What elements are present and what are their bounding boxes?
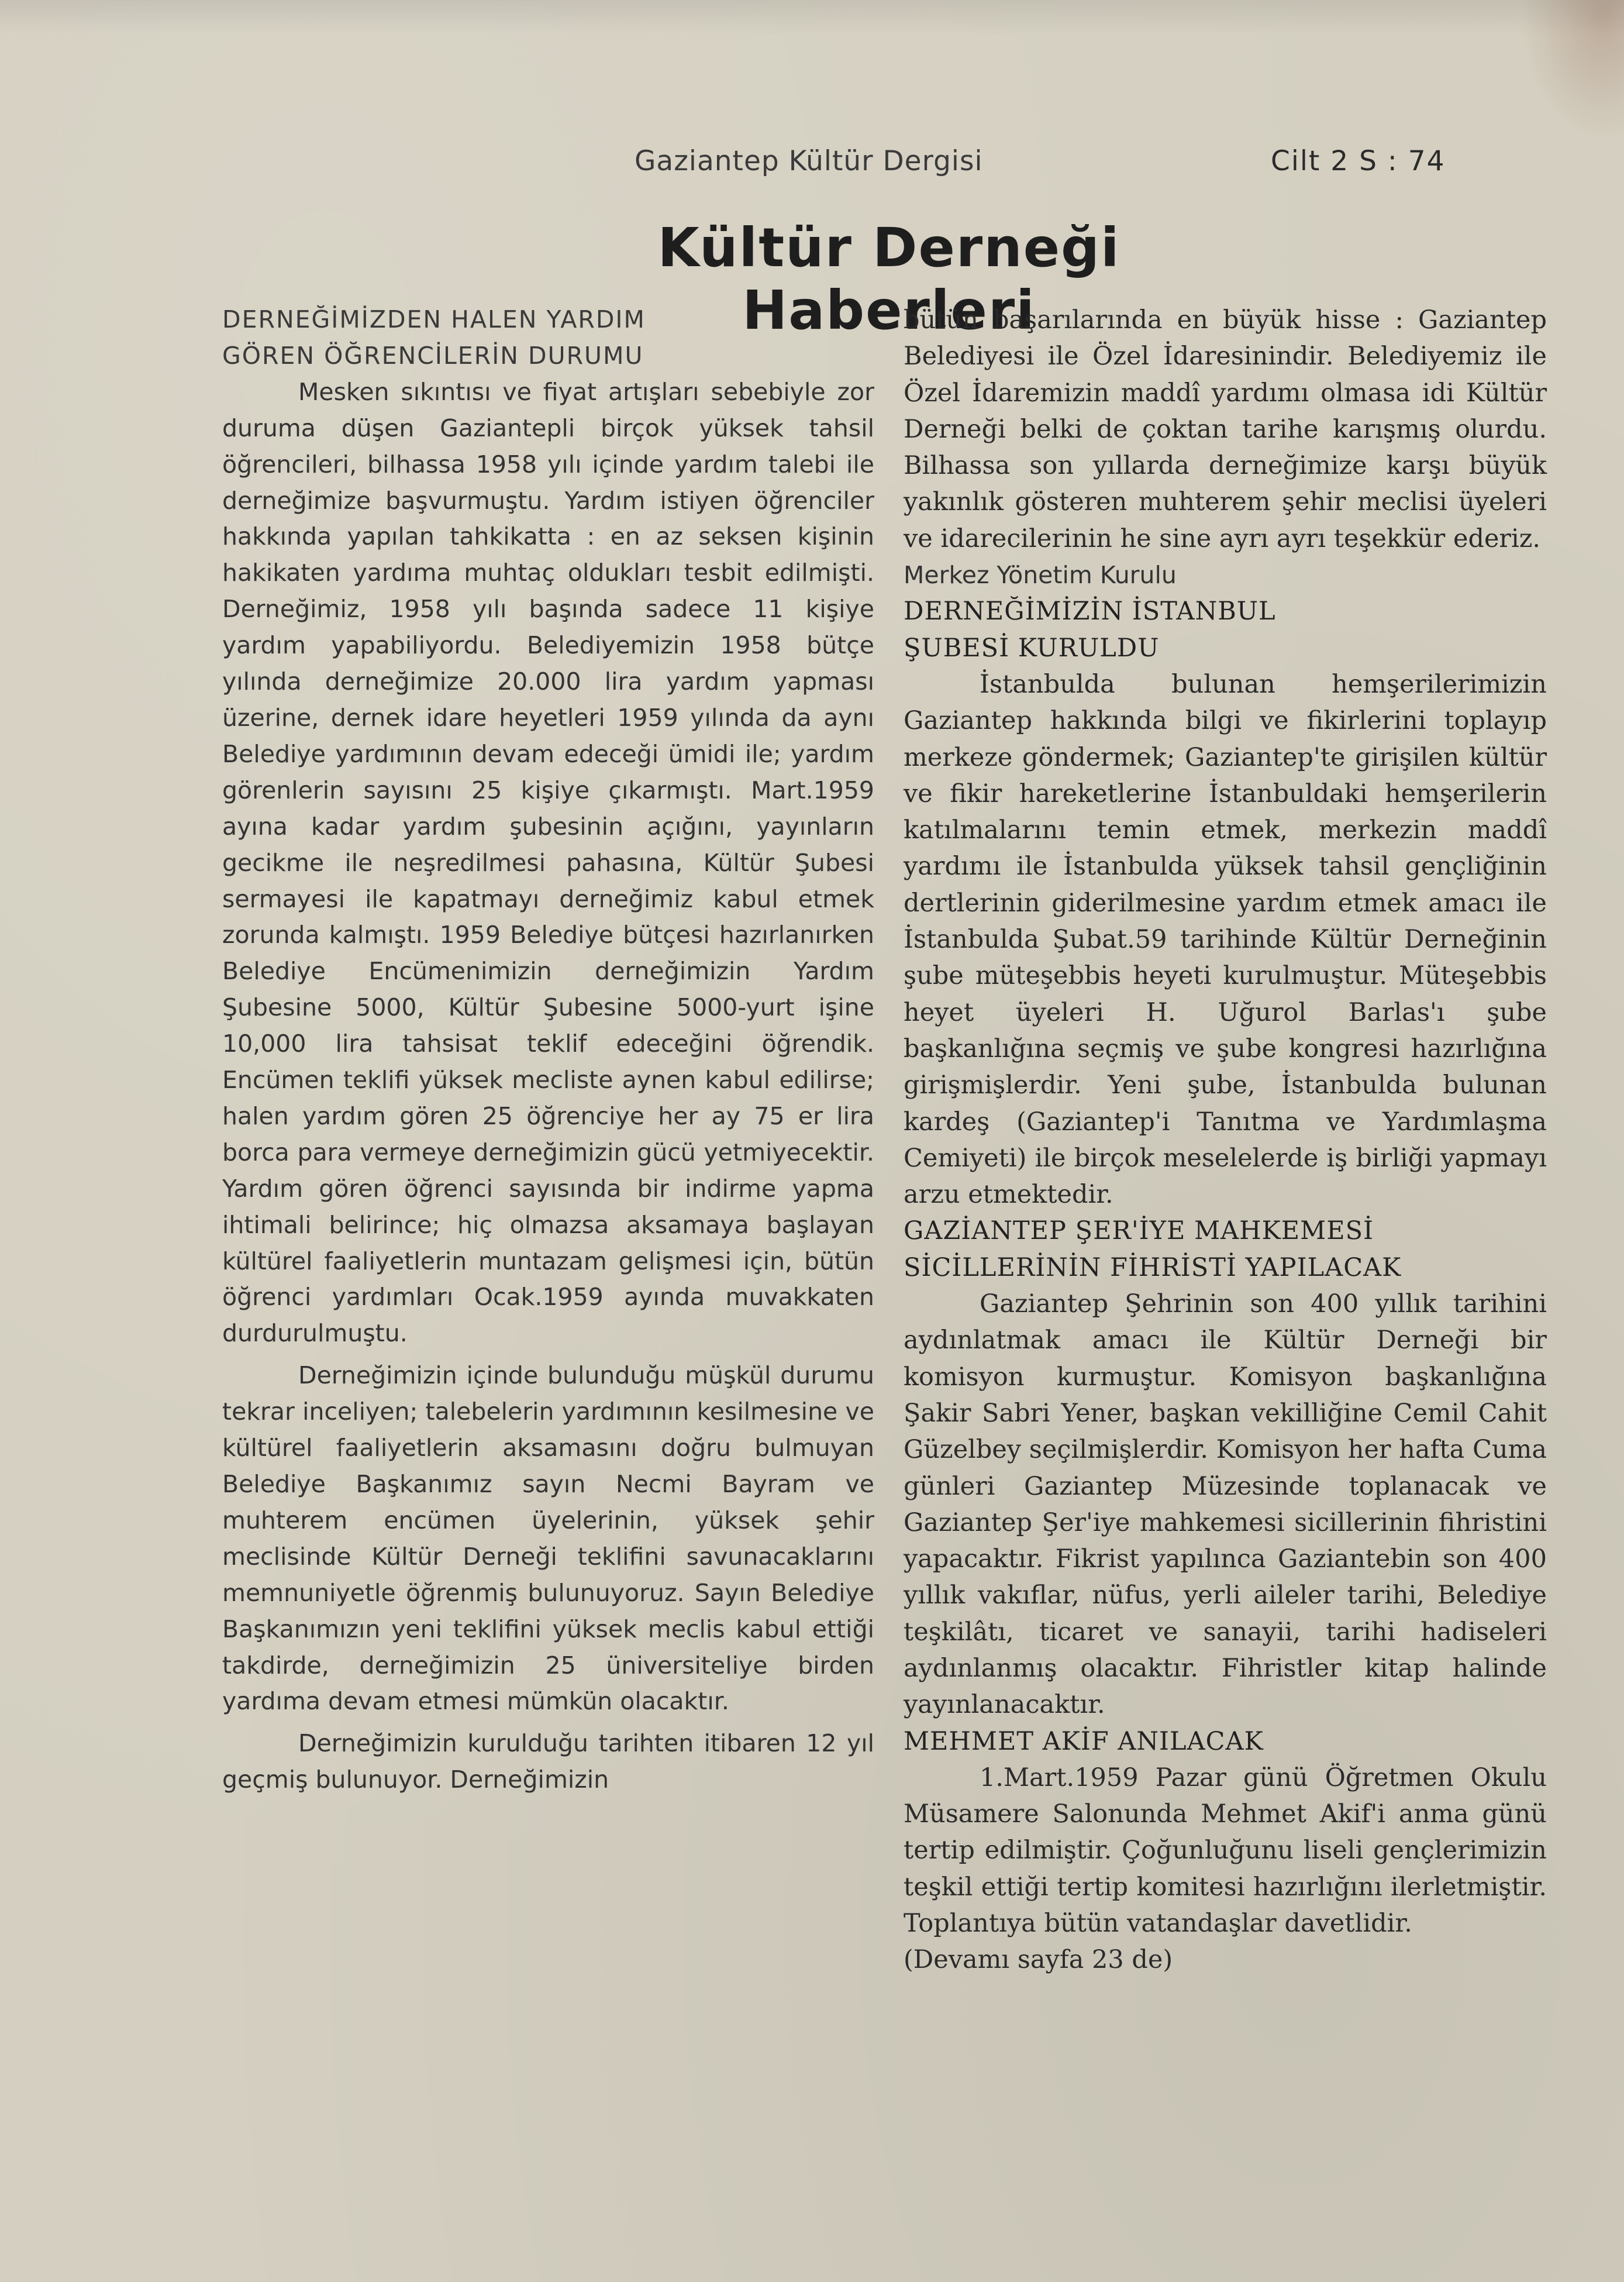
- left-column: [222, 302, 874, 1798]
- article-paragraph: 1.Mart.1959 Pazar günü Öğretmen Okulu Müsamere Salonunda Mehmet Akif'i anma günü tertip edilmiştir. Çoğunluğunu liseli gençlerimizin teşkil ettiği tertip komitesi hazırlığını ilerletmiştir. Toplantıya bütün vatandaşlar davetlidir.: [904, 1763, 1547, 1939]
- article-paragraph: bütün başarılarında en büyük hisse : Gaziantep Belediyesi ile Özel İdaresinindir. Belediyemiz ile Özel İdaremizin maddî yardımı olmasa idi Kültür Derneği belki de çoktan tarihe karışmış olurdu. Bilhassa son yıllarda derneğimize karşı büyük yakınlık gösteren muhterem şehir meclisi üyeleri ve idarecilerinin he sine ayrı ayrı teşekkür ederiz.: [904, 305, 1547, 553]
- right-column: [904, 302, 1547, 1978]
- article-paragraph: Derneğimizin içinde bulunduğu müşkül durumu tekrar inceliyen; talebelerin yardımının kesilmesine ve kültürel faaliyetlerin aksamasını doğru bulmuyan Belediye Başkanımız sayın Necmi Bayram ve muhterem encümen üyelerinin, yüksek şehir meclisinde Kültür Derneği teklifini savunacaklarını memnuniyetle öğrenmiş bulunuyoruz. Sayın Belediye Başkanımızın yeni teklifini yüksek meclis kabul ettiği takdirde, derneğimizin 25 üniversiteliye birden yardıma devam etmesi mümkün olacaktır.: [222, 1361, 874, 1716]
- page-title: Kültür Derneği Haberleri: [657, 216, 1120, 342]
- section-heading-3-line1: GAZİANTEP ŞER'İYE MAHKEMESİ: [904, 1216, 1374, 1246]
- section-heading-3-line2: SİCİLLERİNİN FİHRİSTİ YAPILACAK: [904, 1252, 1402, 1282]
- section-heading-1-line2: GÖREN ÖĞRENCİLERİN DURUMU: [222, 341, 644, 370]
- article-paragraph: Mesken sıkıntısı ve fiyat artışları sebebiyle zor duruma düşen Gaziantepli birçok yüksek tahsil öğrencileri, bilhassa 1958 yılı içinde yardım talebi ile derneğimize başvurmuştu. Yardım istiyen öğrenciler hakkında yapılan tahkikatta : en az seksen kişinin hakikaten yardıma muhtaç oldukları tesbit edilmişti. Derneğimiz, 1958 yılı başında sadece 11 kişiye yardım yapabiliyordu. Belediyemizin 1958 bütçe yılında derneğimize 20.000 lira yardım yapması üzerine, dernek idare heyetleri 1959 yılında da aynı Belediye yardımının devam edeceği ümidi ile; yardım görenlerin sayısını 25 kişiye çıkarmıştı. Mart.1959 ayına kadar yardım şubesinin açığını, yayınların gecikme ile neşredilmesi pahasına, Kültür Şubesi sermayesi ile kapatmayı derneğimiz kabul etmek zorunda kalmıştı. 1959 Belediye bütçesi hazırlanırken Belediye Encümenimizin derneğimizin Yardım Şubesine 5000, Kültür Şubesine 5000-yurt işine 10,000 lira tahsisat teklif edeceğini öğrendik. Encümen teklifi yüksek mecliste aynen kabul edilirse; halen yardım gören 25 öğrenciye her ay 75 er lira borca para vermeye derneğimizin gücü yetmiyecektir. Yardım gören öğrenci sayısında bir indirme yapma ihtimali belirince; hiç olmazsa aksamaya başlayan kültürel faaliyetlerin muntazam gelişmesi için, bütün öğrenci yardımları Ocak.1959 ayında muvakkaten durdurulmuştu.: [222, 377, 874, 1348]
- article-paragraph: Gaziantep Şehrinin son 400 yıllık tarihini aydınlatmak amacı ile Kültür Derneği bir komisyon kurmuştur. Komisyon başkanlığına Şakir Sabri Yener, başkan vekilliğine Cemil Cahit Güzelbey seçilmişlerdir. Komisyon her hafta Cuma günleri Gaziantep Müzesinde toplanacak ve Gaziantep Şer'iye mahkemesi sicillerinin fihristini yapacaktır. Fikrist yapılınca Gaziantebin son 400 yıllık vakıflar, nüfus, yerli aileler tarihi, Belediye teşkilâtı, ticaret ve sanayii, tarihi hadiseleri aydınlanmış olacaktır. Fihristler kitap halinde yayınlanacaktır.: [904, 1289, 1547, 1720]
- section-heading-2-line1: DERNEĞİMİZİN İSTANBUL: [904, 597, 1276, 627]
- running-head: Gaziantep Kültür Dergisi: [635, 145, 983, 177]
- article-paragraph: Derneğimizin kurulduğu tarihten itibaren 12 yıl geçmiş bulunuyor. Derneğimizin: [222, 1729, 874, 1794]
- signature: Merkez Yönetim Kurulu: [904, 561, 1177, 590]
- article-paragraph: İstanbulda bulunan hemşerilerimizin Gaziantep hakkında bilgi ve fikirlerini toplayıp merkeze göndermek; Gaziantep'te girişilen kültür ve fikir hareketlerine İstanbuldaki hemşerilerin katılmalarını temin etmek, merkezin maddî yardımı ile İstanbulda yüksek tahsil gençliğinin dertlerinin giderilmesine yardım etmek amacı ile İstanbulda Şubat.59 tarihinde Kültür Derneğinin şube müteşebbis heyeti kurulmuştur. Müteşebbis heyet üyeleri H. Uğurol Barlas'ı şube başkanlığına seçmiş ve şube kongresi hazırlığına girişmişlerdir. Yeni şube, İstanbulda bulunan kardeş (Gaziantep'i Tanıtma ve Yardımlaşma Cemiyeti) ile birçok meselelerde iş birliği yapmayı arzu etmektedir.: [904, 669, 1547, 1210]
- section-heading-2-line2: ŞUBESİ KURULDU: [904, 633, 1160, 663]
- continued-note: (Devamı sayfa 23 de): [904, 1945, 1173, 1975]
- section-heading-4: MEHMET AKİF ANILACAK: [904, 1726, 1264, 1756]
- paper-edge: [0, 0, 1624, 35]
- page-reference: Cilt 2 S : 74: [1271, 145, 1446, 177]
- section-heading-1-line1: DERNEĞİMİZDEN HALEN YARDIM: [222, 305, 646, 333]
